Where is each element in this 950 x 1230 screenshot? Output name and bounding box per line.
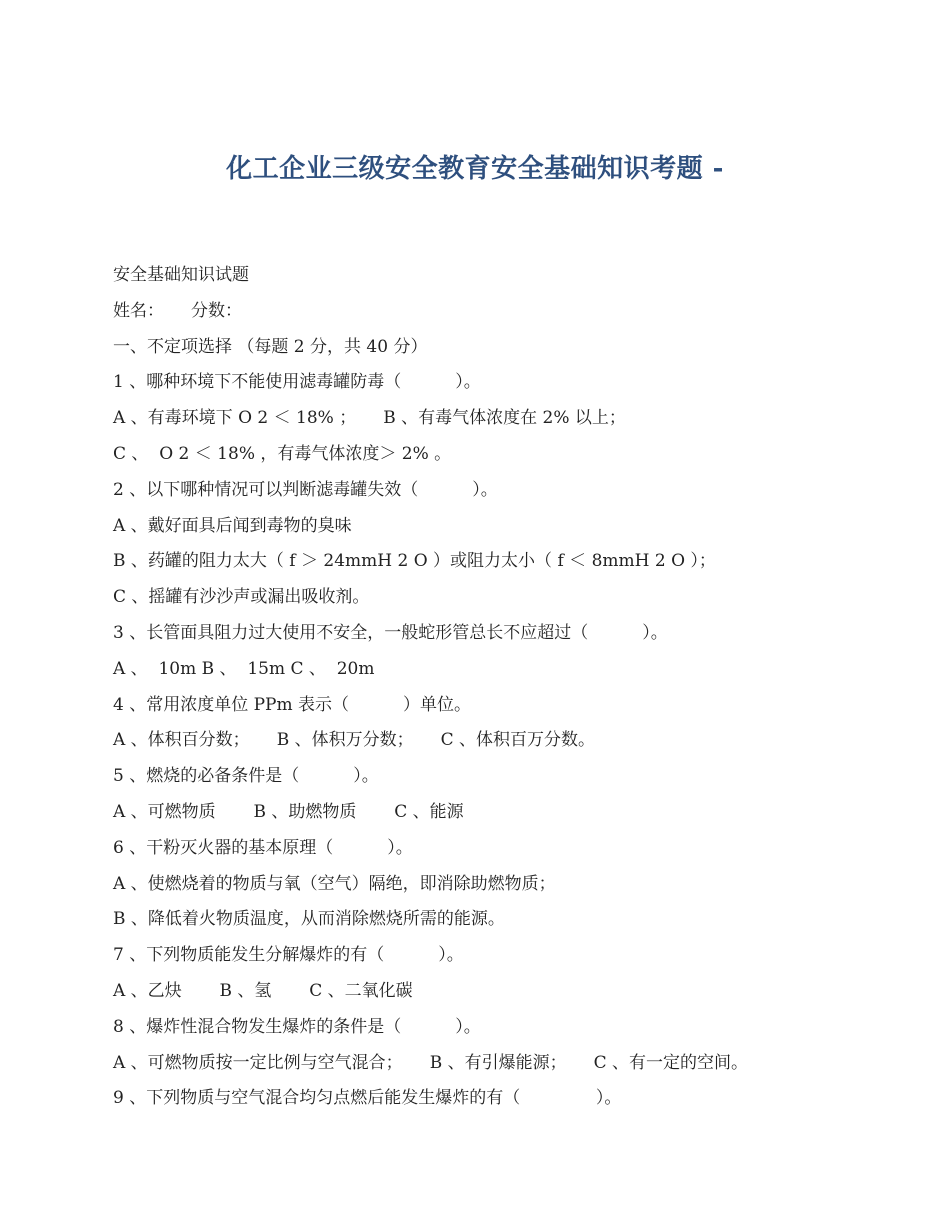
- question-6-option-b: B 、降低着火物质温度，从而消除燃烧所需的能源。: [113, 909, 505, 930]
- question-5-options: A 、可燃物质 B 、助燃物质 C 、能源: [113, 801, 464, 822]
- question-2: 2 、以下哪种情况可以判断滤毒罐失效（ ）。: [113, 479, 498, 500]
- question-4: 4 、常用浓度单位 PPm 表示（ ）单位。: [113, 694, 472, 715]
- question-1-options-ab: A 、有毒环境下 O 2 ＜ 18% ； B 、有毒气体浓度在 2% 以上；: [113, 408, 626, 429]
- question-1-option-c: C 、 O 2 ＜ 18% ，有毒气体浓度＞ 2% 。: [113, 443, 452, 464]
- part-heading: 一、不定项选择 （每题 2 分，共 40 分）: [113, 336, 428, 357]
- question-4-options: A 、体积百分数； B 、体积万分数； C 、体积百万分数。: [113, 730, 596, 751]
- question-5: 5 、燃烧的必备条件是（ ）。: [113, 766, 379, 787]
- question-3: 3 、长管面具阻力过大使用不安全，一般蛇形管总长不应超过（ ）。: [113, 622, 668, 643]
- question-2-option-a: A 、戴好面具后闻到毒物的臭味: [113, 515, 352, 536]
- name-score-line: 姓名： 分数：: [113, 300, 243, 321]
- question-7-options: A 、乙炔 B 、氢 C 、二氧化碳: [113, 980, 413, 1001]
- document-body: [113, 262, 913, 1121]
- document-title: 化工企业三级安全教育安全基础知识考题 -: [226, 154, 724, 184]
- section-heading: 安全基础知识试题: [113, 265, 249, 285]
- question-6-option-a: A 、使燃烧着的物质与氧（空气）隔绝，即消除助燃物质；: [113, 873, 556, 894]
- question-8-options: A 、可燃物质按一定比例与空气混合； B 、有引爆能源； C 、有一定的空间。: [113, 1052, 749, 1073]
- question-8: 8 、爆炸性混合物发生爆炸的条件是（ ）。: [113, 1016, 481, 1037]
- question-2-option-b: B 、药罐的阻力太大（ f ＞ 24mmH 2 O ）或阻力太小（ f ＜ 8mmH 2 O ）；: [113, 551, 716, 572]
- question-2-option-c: C 、摇罐有沙沙声或漏出吸收剂。: [113, 587, 370, 608]
- question-3-options: A 、 10m B 、 15m C 、 20m: [113, 658, 375, 679]
- question-7: 7 、下列物质能发生分解爆炸的有（ ）。: [113, 945, 464, 966]
- question-1: 1 、哪种环境下不能使用滤毒罐防毒（ ）。: [113, 372, 481, 393]
- question-9: 9 、下列物质与空气混合均匀点燃后能发生爆炸的有（ ）。: [113, 1088, 622, 1109]
- question-6: 6 、干粉灭火器的基本原理（ ）。: [113, 837, 413, 858]
